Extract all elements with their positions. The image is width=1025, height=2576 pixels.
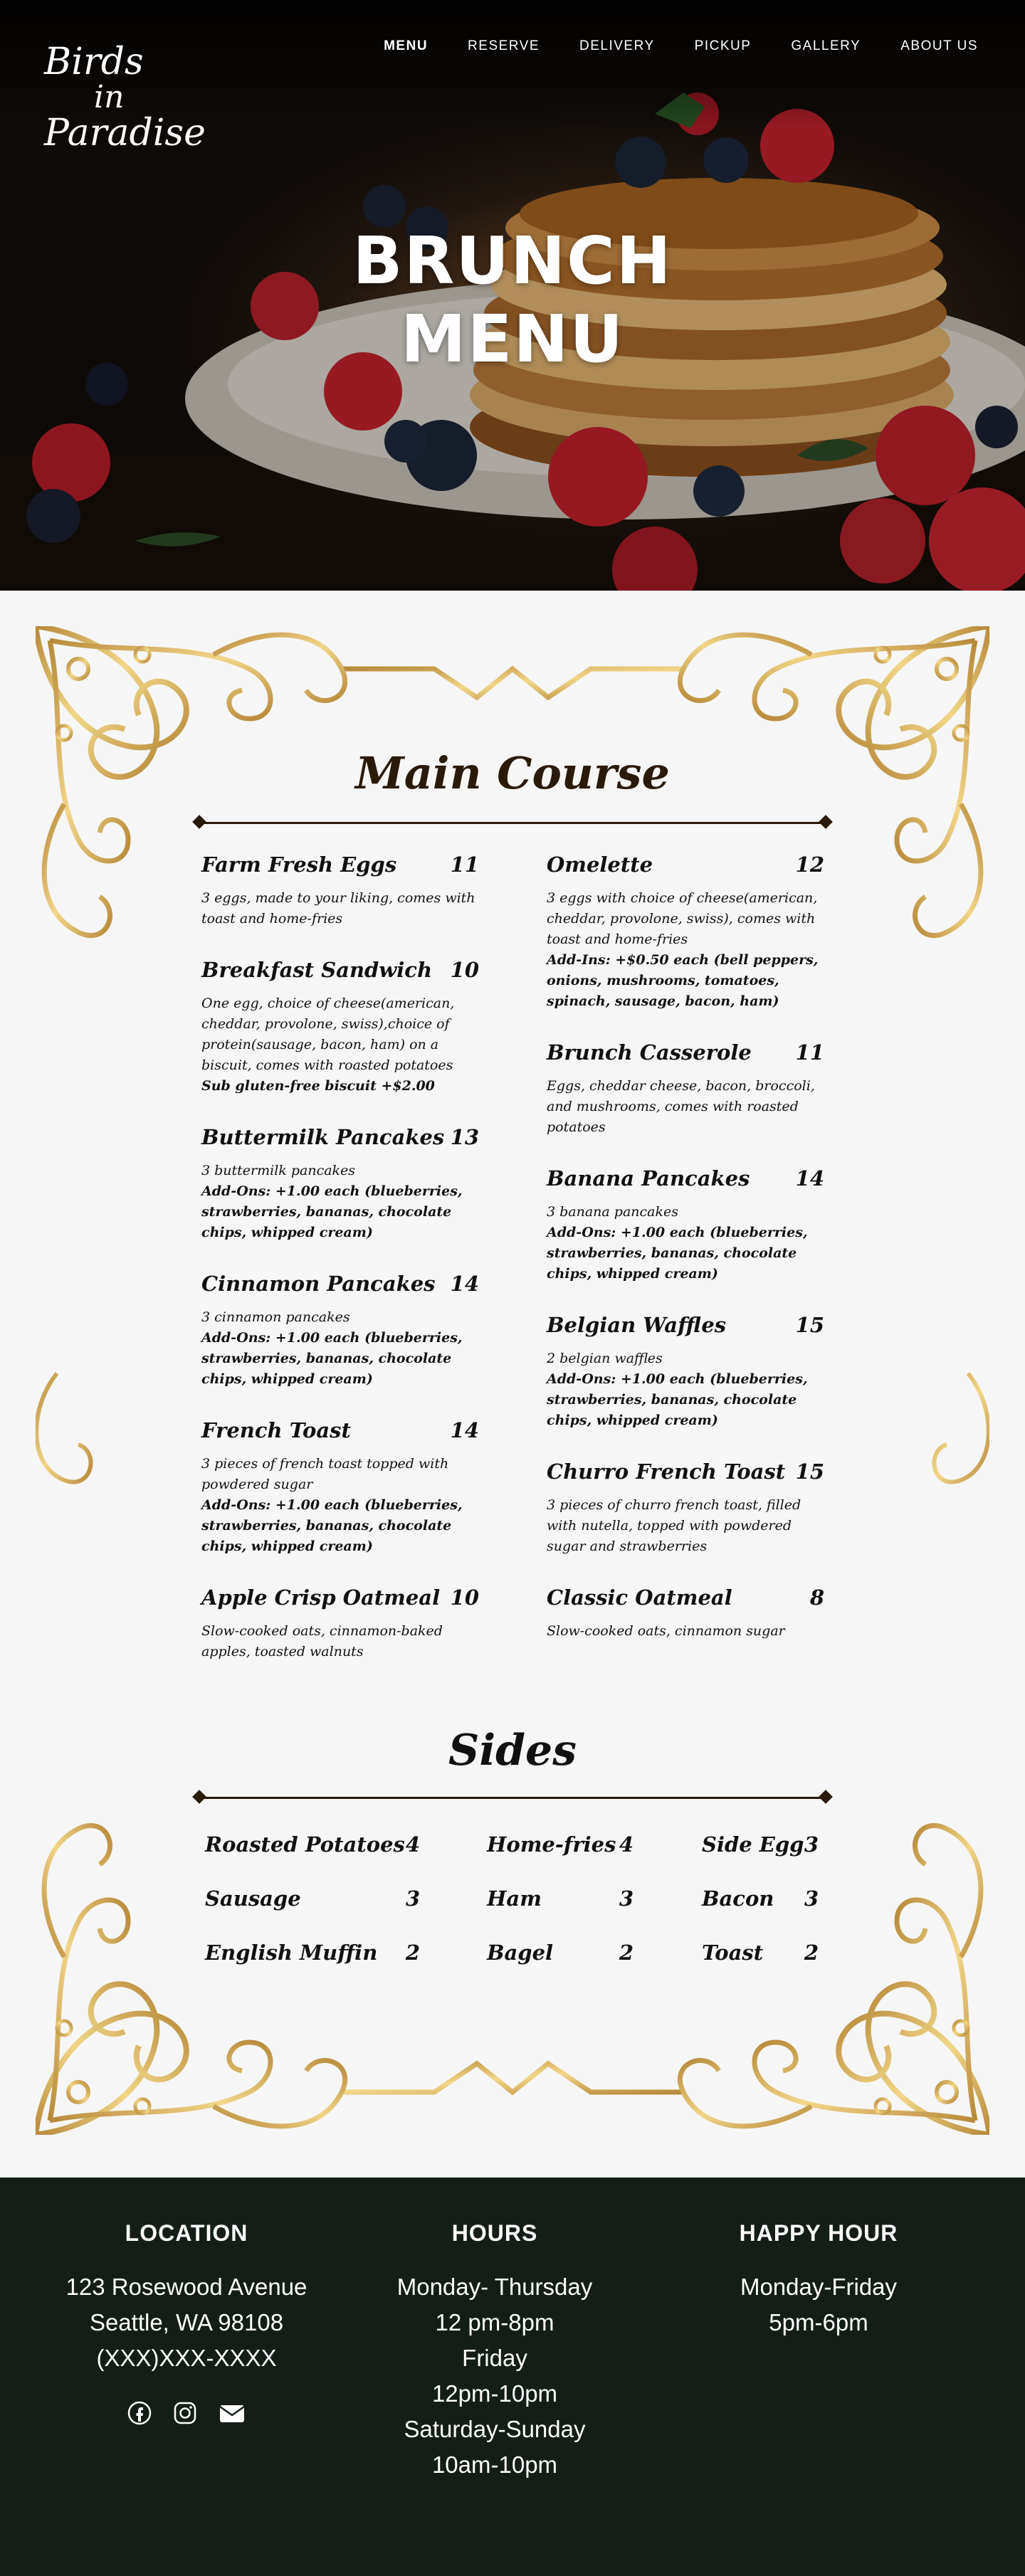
item-description: 3 eggs with choice of cheese(american, cheddar, provolone, swiss), comes with toast and home-fries [547, 890, 818, 947]
item-name: Breakfast Sandwich [201, 958, 433, 982]
item-description: 3 cinnamon pancakes [201, 1309, 350, 1325]
item-price: 13 [450, 1125, 479, 1149]
item-description: 2 belgian waffles [547, 1351, 663, 1366]
item-addon: Add-Ins: +$0.50 each (bell peppers, onions, mushrooms, tomatoes, spinach, sausage, bacon, ham) [547, 952, 819, 1009]
menu-item [201, 1272, 479, 1390]
item-addon: Add-Ons: +1.00 each (blueberries, strawberries, bananas, chocolate chips, whipped cream) [201, 1330, 463, 1387]
side-item: Toast 2 [702, 1941, 819, 1965]
item-price: 15 [795, 1313, 824, 1337]
hours-line: Saturday-Sunday [404, 2416, 586, 2442]
side-item: Ham 3 [487, 1886, 634, 1911]
instagram-icon[interactable] [172, 2400, 198, 2429]
nav-pickup[interactable]: PICKUP [694, 38, 752, 53]
hours-line: Monday- Thursday [396, 2274, 593, 2300]
page-title: BRUNCH MENU [352, 223, 673, 377]
item-description: 3 eggs, made to your liking, comes with toast and home-fries [201, 890, 475, 927]
item-description: 3 banana pancakes [547, 1204, 678, 1220]
item-addon: Sub gluten-free biscuit +$2.00 [201, 1078, 435, 1094]
item-price: 11 [795, 1040, 824, 1065]
item-description: Slow-cooked oats, cinnamon sugar [547, 1623, 785, 1639]
logo[interactable] [44, 41, 206, 154]
logo-line-2: in [94, 79, 125, 115]
sides-row [205, 1941, 824, 1965]
item-price: 11 [450, 852, 479, 877]
email-icon[interactable] [218, 2400, 246, 2429]
nav-reserve[interactable]: RESERVE [468, 38, 540, 53]
item-description: 3 buttermilk pancakes [201, 1163, 356, 1178]
side-item: Side Egg 3 [702, 1832, 819, 1857]
hours-line: Friday [462, 2345, 527, 2371]
sides-title: Sides [448, 1726, 577, 1775]
hours-line: 10am-10pm [431, 2451, 558, 2478]
item-name: Banana Pancakes [547, 1166, 750, 1191]
menu-item [201, 1125, 479, 1243]
menu-item [547, 852, 824, 1012]
item-name: Belgian Waffles [547, 1313, 727, 1337]
happy-hour-line: 5pm-6pm [769, 2309, 868, 2335]
menu-item [547, 1040, 824, 1138]
side-item: Bacon 3 [702, 1886, 819, 1911]
item-description: 3 pieces of churro french toast, filled with nutella, topped with powdered sugar and strawberries [547, 1497, 801, 1554]
sides-row [205, 1886, 824, 1911]
footer [0, 2178, 1025, 2576]
menu-section [0, 591, 1025, 2178]
item-price: 10 [450, 1585, 479, 1610]
happy-hour-line: Monday-Friday [740, 2274, 898, 2300]
item-description: Eggs, cheddar cheese, bacon, broccoli, and mushrooms, comes with roasted potatoes [547, 1078, 815, 1135]
menu-item [547, 1459, 824, 1557]
item-price: 12 [795, 852, 824, 877]
footer-happy-hour [676, 2220, 961, 2340]
item-price: 8 [809, 1585, 824, 1610]
menu-item [547, 1166, 824, 1284]
item-name: Farm Fresh Eggs [201, 852, 397, 877]
item-price: 14 [450, 1418, 479, 1442]
footer-location [44, 2220, 329, 2429]
menu-item [547, 1585, 824, 1642]
item-price: 10 [450, 958, 479, 982]
item-name: Classic Oatmeal [547, 1585, 732, 1610]
item-name: Buttermilk Pancakes [201, 1125, 445, 1149]
nav-menu[interactable]: MENU [384, 38, 429, 53]
item-addon: Add-Ons: +1.00 each (blueberries, strawberries, bananas, chocolate chips, whipped cream) [547, 1371, 808, 1428]
item-addon: Add-Ons: +1.00 each (blueberries, strawberries, bananas, chocolate chips, whipped cream) [201, 1183, 463, 1240]
menu-item [201, 1585, 479, 1662]
menu-item [201, 852, 479, 929]
item-name: Omelette [547, 852, 653, 877]
hours-line: 12 pm-8pm [435, 2309, 554, 2335]
item-description: Slow-cooked oats, cinnamon-baked apples, toasted walnuts [201, 1623, 443, 1659]
sides-divider [199, 1797, 826, 1799]
nav-about-us[interactable]: ABOUT US [900, 38, 978, 53]
sides-list [205, 1832, 824, 1995]
sides-row [205, 1832, 824, 1857]
side-item: Bagel 2 [487, 1941, 634, 1965]
item-addon: Add-Ons: +1.00 each (blueberries, strawberries, bananas, chocolate chips, whipped cream) [547, 1225, 808, 1282]
side-item: Home-fries 4 [487, 1832, 634, 1857]
item-name: Cinnamon Pancakes [201, 1272, 436, 1296]
location-heading: LOCATION [125, 2220, 248, 2246]
menu-column-left [201, 852, 479, 1691]
main-course-divider [199, 822, 826, 824]
main-nav [384, 38, 978, 54]
address-line: 123 Rosewood Avenue [65, 2274, 308, 2300]
menu-column-right [547, 852, 824, 1670]
item-price: 14 [795, 1166, 824, 1191]
hours-heading: HOURS [451, 2220, 538, 2246]
item-name: French Toast [201, 1418, 351, 1442]
item-addon: Add-Ons: +1.00 each (blueberries, strawberries, bananas, chocolate chips, whipped cream) [201, 1497, 463, 1554]
hero-banner [0, 0, 1025, 591]
item-price: 14 [450, 1272, 479, 1296]
main-course-title: Main Course [355, 747, 670, 799]
nav-delivery[interactable]: DELIVERY [579, 38, 655, 53]
item-name: Apple Crisp Oatmeal [201, 1585, 441, 1610]
nav-gallery[interactable]: GALLERY [791, 38, 861, 53]
item-description: One egg, choice of cheese(american, cheddar, provolone, swiss),choice of protein(sausage, bacon, ham) on a biscuit, comes with roasted potatoes [201, 996, 455, 1073]
hours-line: 12pm-10pm [431, 2380, 558, 2407]
logo-line-1: Birds [44, 41, 144, 83]
side-item: Roasted Potatoes 4 [205, 1832, 420, 1857]
side-item: English Muffin 2 [205, 1941, 420, 1965]
menu-item [201, 1418, 479, 1557]
happy-hour-heading: HAPPY HOUR [739, 2220, 898, 2246]
item-name: Churro French Toast [547, 1459, 786, 1484]
menu-item [201, 958, 479, 1097]
item-name: Brunch Casserole [547, 1040, 752, 1065]
item-price: 15 [795, 1459, 824, 1484]
phone-number[interactable]: (XXX)XXX-XXXX [96, 2345, 277, 2371]
item-description: 3 pieces of french toast topped with powdered sugar [201, 1456, 449, 1492]
menu-item [547, 1313, 824, 1431]
logo-line-3: Paradise [44, 112, 206, 154]
address-line: Seattle, WA 98108 [89, 2309, 284, 2335]
facebook-icon[interactable] [127, 2400, 152, 2429]
footer-hours [352, 2220, 637, 2483]
side-item: Sausage 3 [205, 1886, 420, 1911]
social-links [44, 2400, 329, 2429]
